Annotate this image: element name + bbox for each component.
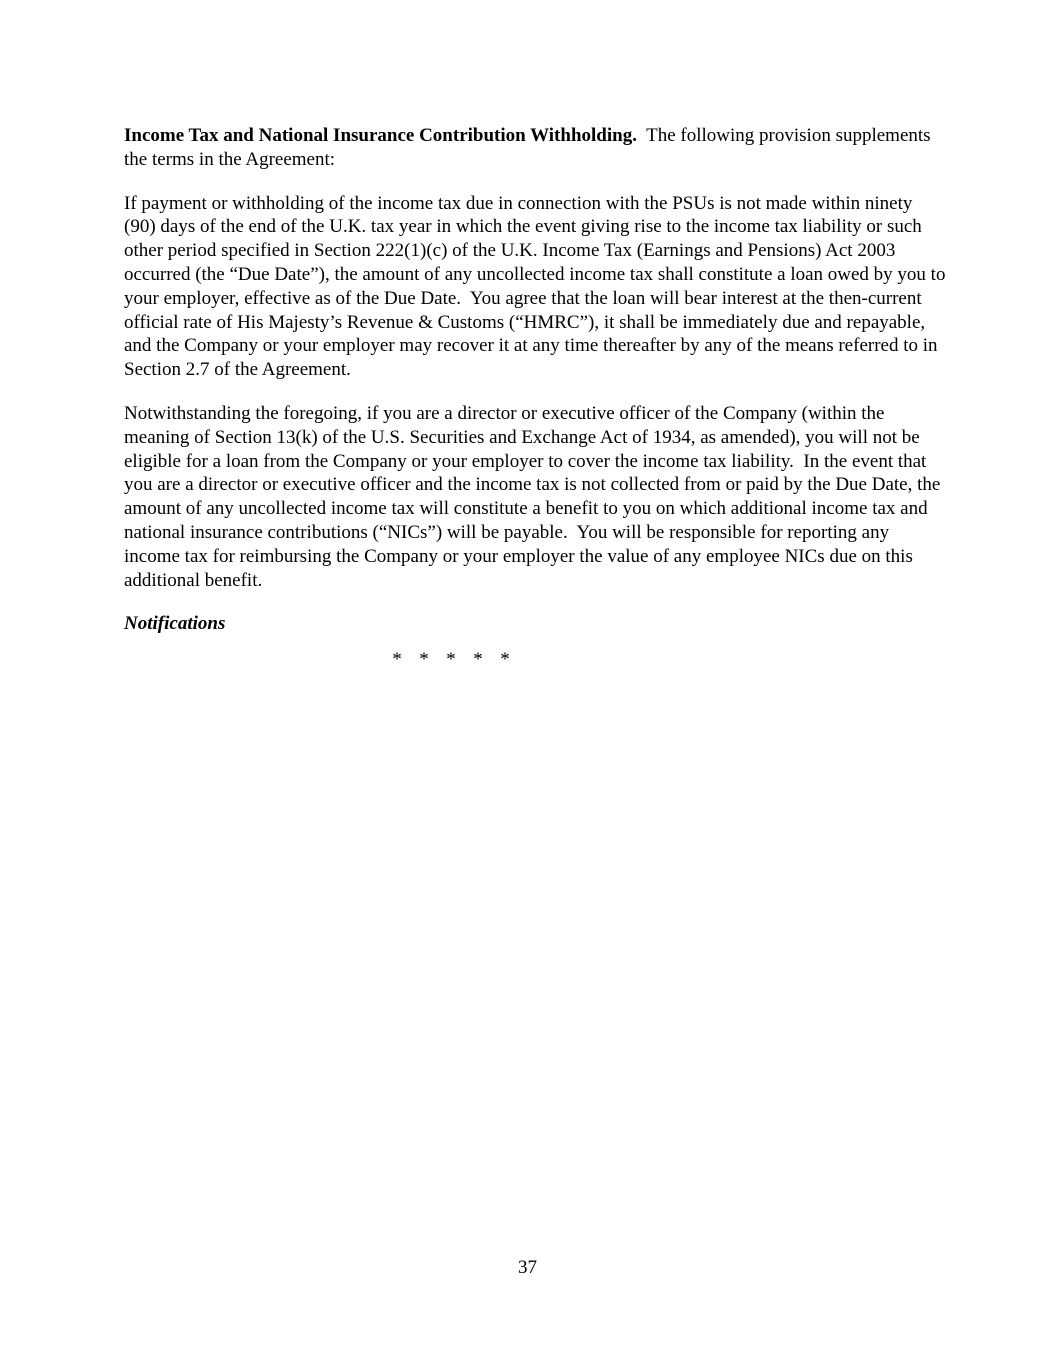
paragraph-loan-terms: If payment or withholding of the income tax due in connection with the PSUs is not made within ninety (90) days of the end of the U.K. tax year in which the event giving rise to the income tax liability or such other period specified in Section 222(1)(c) of the U.K. Income Tax (Earnings and Pensions) Act 2003 occurred (the “Due Date”), the amount of any uncollected income tax shall constitute a loan owed by you to your employer, effective as of the Due Date. You agree that the loan will bear interest at the then-current official rate of His Majesty’s Revenue & Customs (“HMRC”), it shall be immediately due and repayable, and the Company or your employer may recover it at any time thereafter by any of the means referred to in Section 2.7 of the Agreement. bbox=[124, 192, 951, 381]
page-number: 37 bbox=[518, 1257, 537, 1278]
separator-star: * bbox=[446, 649, 456, 671]
document-body bbox=[124, 124, 951, 672]
paragraph-director-exception: Notwithstanding the foregoing, if you are a director or executive officer of the Company (within the meaning of Section 13(k) of the U.S. Securities and Exchange Act of 1934, as amended), you will not be eligible for a loan from the Company or your employer to cover the income tax liability. In the event that you are a director or executive officer and the income tax is not collected from or paid by the Due Date, the amount of any uncollected income tax will constitute a benefit to you on which additional income tax and national insurance contributions (“NICs”) will be payable. You will be responsible for reporting any income tax for reimbursing the Company or your employer the value of any employee NICs due on this additional benefit. bbox=[124, 402, 946, 591]
section-separator bbox=[124, 648, 948, 672]
section-income-tax-nic bbox=[124, 124, 948, 172]
separator-star: * bbox=[392, 649, 402, 671]
separator-star: * bbox=[500, 649, 510, 671]
notifications-heading: Notifications bbox=[124, 613, 226, 635]
separator-star: * bbox=[419, 649, 429, 671]
separator-star: * bbox=[473, 649, 483, 671]
section-intro: The following provision supplements the terms in the Agreement: bbox=[124, 125, 936, 170]
section-heading: Income Tax and National Insurance Contribution Withholding. bbox=[124, 125, 637, 146]
